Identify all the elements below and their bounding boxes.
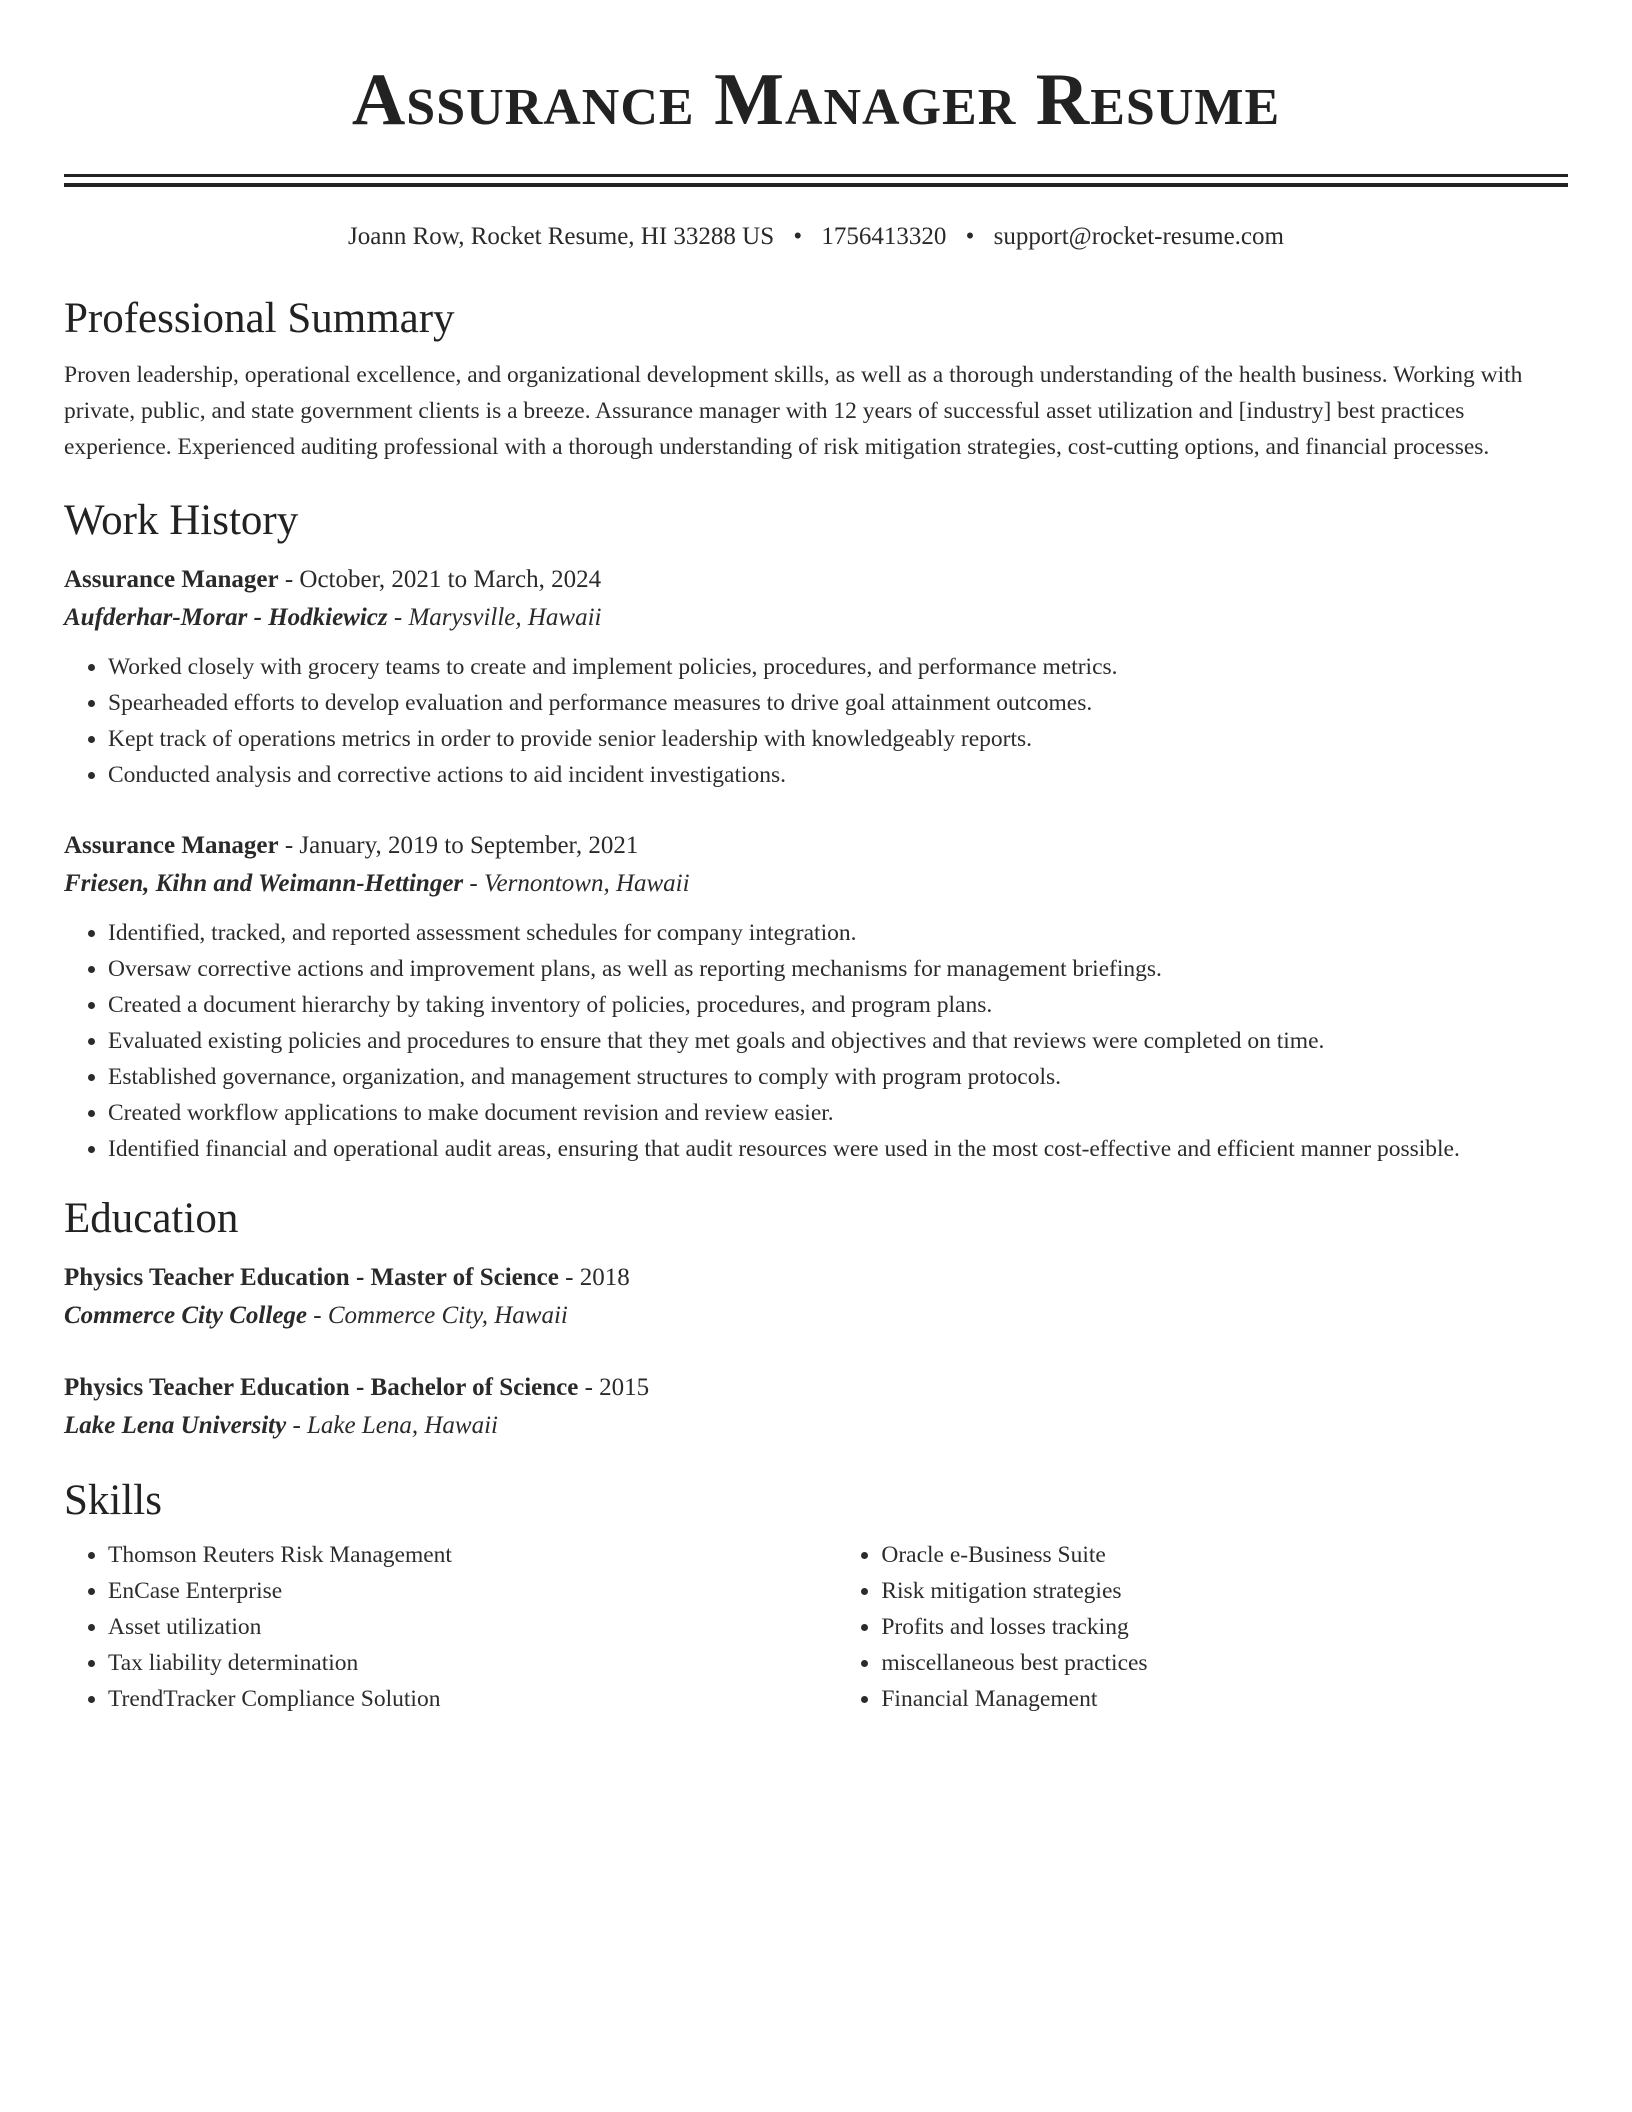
job-duties-list xyxy=(108,915,1568,1167)
education-entry xyxy=(64,1259,1568,1335)
skill-item: • miscellaneous best practices xyxy=(881,1645,1568,1681)
skill-item: • Risk mitigation strategies xyxy=(881,1573,1568,1609)
summary-text: Proven leadership, operational excellence, and organizational development skills, as well as a thorough understanding of the health business. Working with private, public, and state government clients is a breeze. Assurance manager with 12 years of successful asset utilization and [industry] best practices experience. Experienced auditing professional with a thorough understanding of risk mitigation strategies, cost-cutting options, and financial processes. xyxy=(64,362,1523,460)
work-history-heading: Work History xyxy=(64,497,299,544)
contact-email: support@rocket-resume.com xyxy=(993,223,1284,250)
job-duty: • Created a document hierarchy by taking inventory of policies, procedures, and program plans. xyxy=(108,987,1568,1023)
location-separator: - xyxy=(286,1412,308,1439)
school-line xyxy=(64,1297,1568,1335)
job-title-line xyxy=(64,561,1568,599)
degree-year: - 2018 xyxy=(558,1264,630,1291)
job-duty: • Identified financial and operational audit areas, ensuring that audit resources were used in the most cost-effective and efficient manner possible. xyxy=(108,1131,1568,1167)
school-location: Lake Lena, Hawaii xyxy=(307,1412,498,1439)
job-title: Assurance Manager xyxy=(64,566,279,593)
job-duty: • Established governance, organization, and management structures to comply with program protocols. xyxy=(108,1059,1568,1095)
school-location: Commerce City, Hawaii xyxy=(327,1302,568,1329)
job-entry xyxy=(64,827,1568,1167)
job-duty: • Conducted analysis and corrective actions to aid incident investigations. xyxy=(108,757,1568,793)
degree-name: Physics Teacher Education - Master of Science xyxy=(64,1264,559,1291)
job-title: Assurance Manager xyxy=(64,832,279,859)
contact-address: Joann Row, Rocket Resume, HI 33288 US xyxy=(348,223,775,250)
degree-line xyxy=(64,1259,1568,1297)
job-dates: - January, 2019 to September, 2021 xyxy=(278,832,639,859)
contact-separator: • xyxy=(793,223,803,250)
school-line xyxy=(64,1407,1568,1445)
skills-heading: Skills xyxy=(64,1477,162,1524)
resume-title: Assurance Manager Resume xyxy=(351,59,1281,141)
job-title-line xyxy=(64,827,1568,865)
skill-item: • TrendTracker Compliance Solution xyxy=(108,1681,837,1717)
education-entry xyxy=(64,1369,1568,1445)
skill-item: • Financial Management xyxy=(881,1681,1568,1717)
contact-phone: 1756413320 xyxy=(821,223,947,250)
employer-name: Aufderhar-Morar - Hodkiewicz xyxy=(64,604,388,631)
title-rule-bottom xyxy=(64,183,1568,187)
education-heading: Education xyxy=(64,1195,239,1242)
employer-name: Friesen, Kihn and Weimann-Hettinger xyxy=(64,870,464,897)
school-name: Commerce City College xyxy=(64,1302,308,1329)
school-name: Lake Lena University xyxy=(64,1412,287,1439)
job-duty: • Oversaw corrective actions and improvement plans, as well as reporting mechanisms for management briefings. xyxy=(108,951,1568,987)
skill-item: • Tax liability determination xyxy=(108,1645,837,1681)
job-entry xyxy=(64,561,1568,793)
employer-location: Vernontown, Hawaii xyxy=(484,870,690,897)
skill-item: • EnCase Enterprise xyxy=(108,1573,837,1609)
employer-line xyxy=(64,599,1568,637)
skills-list-left xyxy=(108,1537,837,1717)
location-separator: - xyxy=(463,870,484,897)
job-duty: • Worked closely with grocery teams to create and implement policies, procedures, and performance metrics. xyxy=(108,649,1568,685)
location-separator: - xyxy=(387,604,409,631)
job-duty: • Kept track of operations metrics in order to provide senior leadership with knowledgeably reports. xyxy=(108,721,1568,757)
degree-line xyxy=(64,1369,1568,1407)
employer-location: Marysville, Hawaii xyxy=(408,604,602,631)
skill-item: • Oracle e-Business Suite xyxy=(881,1537,1568,1573)
skill-item: • Asset utilization xyxy=(108,1609,837,1645)
location-separator: - xyxy=(307,1302,328,1329)
degree-name: Physics Teacher Education - Bachelor of Science xyxy=(64,1374,579,1401)
skill-item: • Profits and losses tracking xyxy=(881,1609,1568,1645)
contact-separator: • xyxy=(965,223,975,250)
skills-list-right xyxy=(837,1537,1568,1717)
skills-columns xyxy=(64,1537,1568,1717)
summary-heading: Professional Summary xyxy=(64,295,455,342)
contact-line xyxy=(64,221,1568,253)
job-duties-list xyxy=(108,649,1568,793)
title-rule-top xyxy=(64,174,1568,177)
job-duty: • Spearheaded efforts to develop evaluation and performance measures to drive goal attainment outcomes. xyxy=(108,685,1568,721)
job-duty: • Identified, tracked, and reported assessment schedules for company integration. xyxy=(108,915,1568,951)
job-duty: • Created workflow applications to make document revision and review easier. xyxy=(108,1095,1568,1131)
job-duty: • Evaluated existing policies and procedures to ensure that they met goals and objectives and that reviews were completed on time. xyxy=(108,1023,1568,1059)
degree-year: - 2015 xyxy=(578,1374,650,1401)
skill-item: • Thomson Reuters Risk Management xyxy=(108,1537,837,1573)
job-dates: - October, 2021 to March, 2024 xyxy=(278,566,602,593)
employer-line xyxy=(64,865,1568,903)
